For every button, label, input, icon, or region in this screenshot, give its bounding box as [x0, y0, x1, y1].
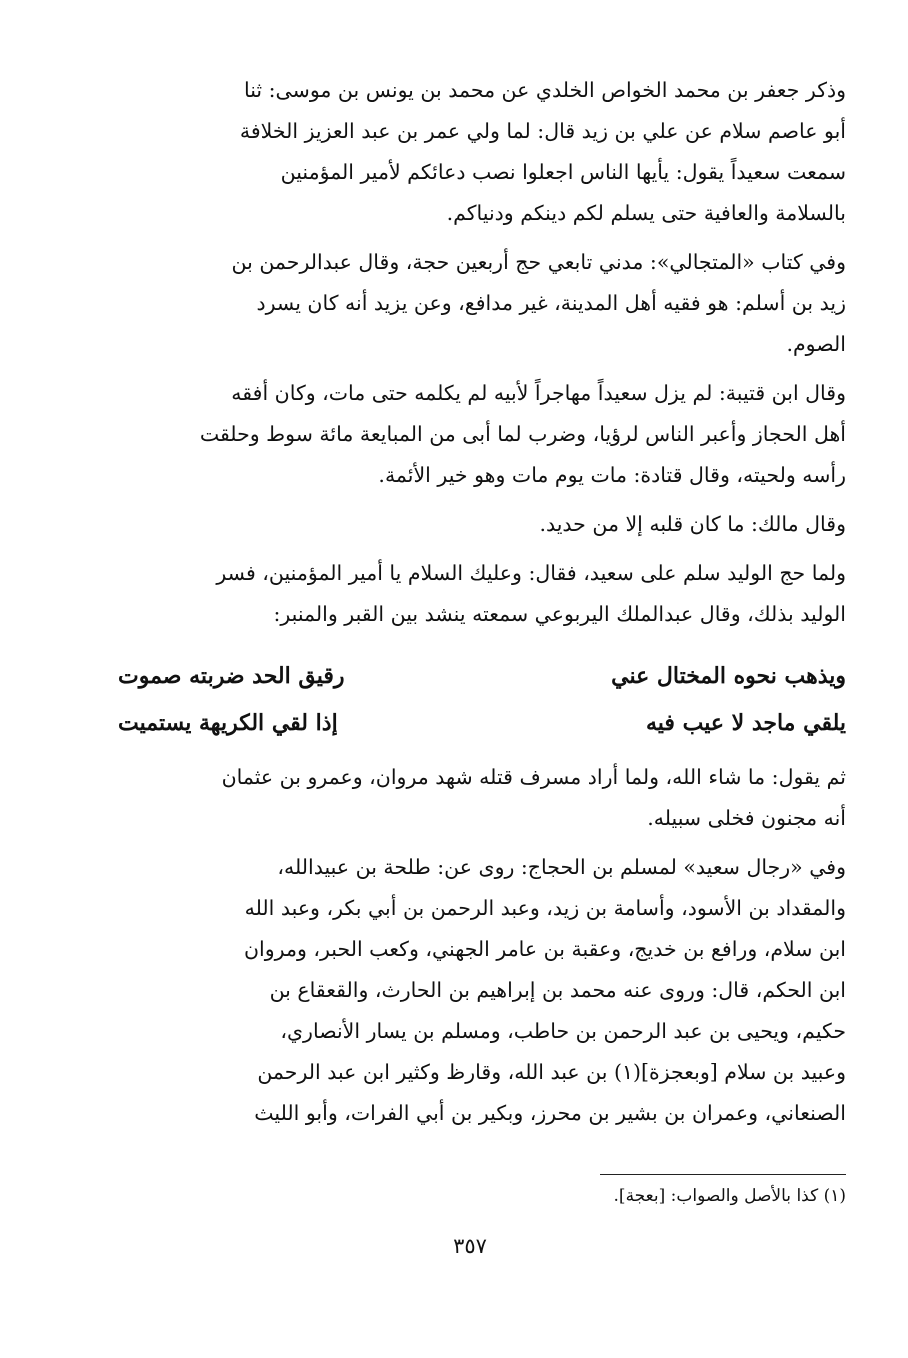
paragraph-5: [118, 553, 846, 635]
text-line: والمقداد بن الأسود، وأسامة بن زيد، وعبد الرحمن بن أبي بكر، وعبد الله: [244, 896, 846, 920]
page-body: [118, 70, 846, 1142]
paragraph-6: [118, 757, 846, 839]
text-line: سمعت سعيداً يقول: يأيها الناس اجعلوا نصب دعائكم لأمير المؤمنين: [280, 160, 846, 184]
text-line: وعبيد بن سلام [وبعجزة](١) بن عبد الله، وقارظ وكثير ابن عبد الرحمن: [257, 1060, 846, 1084]
poem-verse: [118, 653, 846, 700]
poem-hemistich-first: يلقي ماجد لا عيب فيه: [645, 710, 846, 736]
paragraph-1: [118, 70, 846, 234]
poem-hemistich-second: إذا لقي الكريهة يستميت: [118, 710, 338, 736]
text-line: أبو عاصم سلام عن علي بن زيد قال: لما ولي عمر بن عبد العزيز الخلافة: [239, 119, 846, 143]
poem-hemistich-second: رقيق الحد ضربته صموت: [118, 663, 345, 689]
text-line: أهل الحجاز وأعبر الناس لرؤيا، وضرب لما أبى من المبايعة مائة سوط وحلقت: [199, 422, 846, 446]
text-line: ثم يقول: ما شاء الله، ولما أراد مسرف قتله شهد مروان، وعمرو بن عثمان: [221, 765, 846, 789]
text-line: وفي «رجال سعيد» لمسلم بن الحجاج: روى عن: طلحة بن عبيدالله،: [277, 855, 846, 879]
text-line: الوليد بذلك، وقال عبدالملك اليربوعي سمعته ينشد بين القبر والمنبر:: [273, 602, 846, 626]
text-line: رأسه ولحيته، وقال قتادة: مات يوم مات وهو خير الأئمة.: [378, 463, 846, 487]
text-line: ابن سلام، ورافع بن خديج، وعقبة بن عامر الجهني، وكعب الحبر، ومروان: [244, 937, 846, 961]
text-line: الصوم.: [786, 332, 846, 356]
footnote-divider: [600, 1174, 846, 1175]
page-number: ٣٥٧: [453, 1234, 487, 1258]
poem-verse: [118, 700, 846, 747]
text-line: ولما حج الوليد سلم على سعيد، فقال: وعليك السلام يا أمير المؤمنين، فسر: [216, 561, 846, 585]
paragraph-7: [118, 847, 846, 1134]
paragraph-3: [118, 373, 846, 496]
paragraph-4: [118, 504, 846, 545]
text-line: زيد بن أسلم: هو فقيه أهل المدينة، غير مدافع، وعن يزيد أنه كان يسرد: [256, 291, 846, 315]
text-line: وقال ابن قتيبة: لم يزل سعيداً مهاجراً لأبيه لم يكلمه حتى مات، وكان أفقه: [231, 381, 846, 405]
poem: [118, 653, 846, 747]
paragraph-2: [118, 242, 846, 365]
text-line: وذكر جعفر بن محمد الخواص الخلدي عن محمد بن يونس بن موسى: ثنا: [244, 78, 846, 102]
poem-hemistich-first: ويذهب نحوه المختال عني: [611, 663, 846, 689]
text-line: حكيم، ويحيى بن عبد الرحمن بن حاطب، ومسلم بن يسار الأنصاري،: [280, 1019, 846, 1043]
text-line: وقال مالك: ما كان قلبه إلا من حديد.: [539, 512, 846, 536]
text-line: أنه مجنون فخلى سبيله.: [647, 806, 846, 830]
text-line: الصنعاني، وعمران بن بشير بن محرز، وبكير بن أبي الفرات، وأبو الليث: [254, 1101, 846, 1125]
text-line: ابن الحكم، قال: وروى عنه محمد بن إبراهيم بن الحارث، والقعقاع بن: [269, 978, 846, 1002]
footnote: (١) كذا بالأصل والصواب: [بعجة].: [613, 1186, 846, 1206]
text-line: بالسلامة والعافية حتى يسلم لكم دينكم ودنياكم.: [446, 201, 846, 225]
text-line: وفي كتاب «المتجالي»: مدني تابعي حج أربعين حجة، وقال عبدالرحمن بن: [231, 250, 846, 274]
